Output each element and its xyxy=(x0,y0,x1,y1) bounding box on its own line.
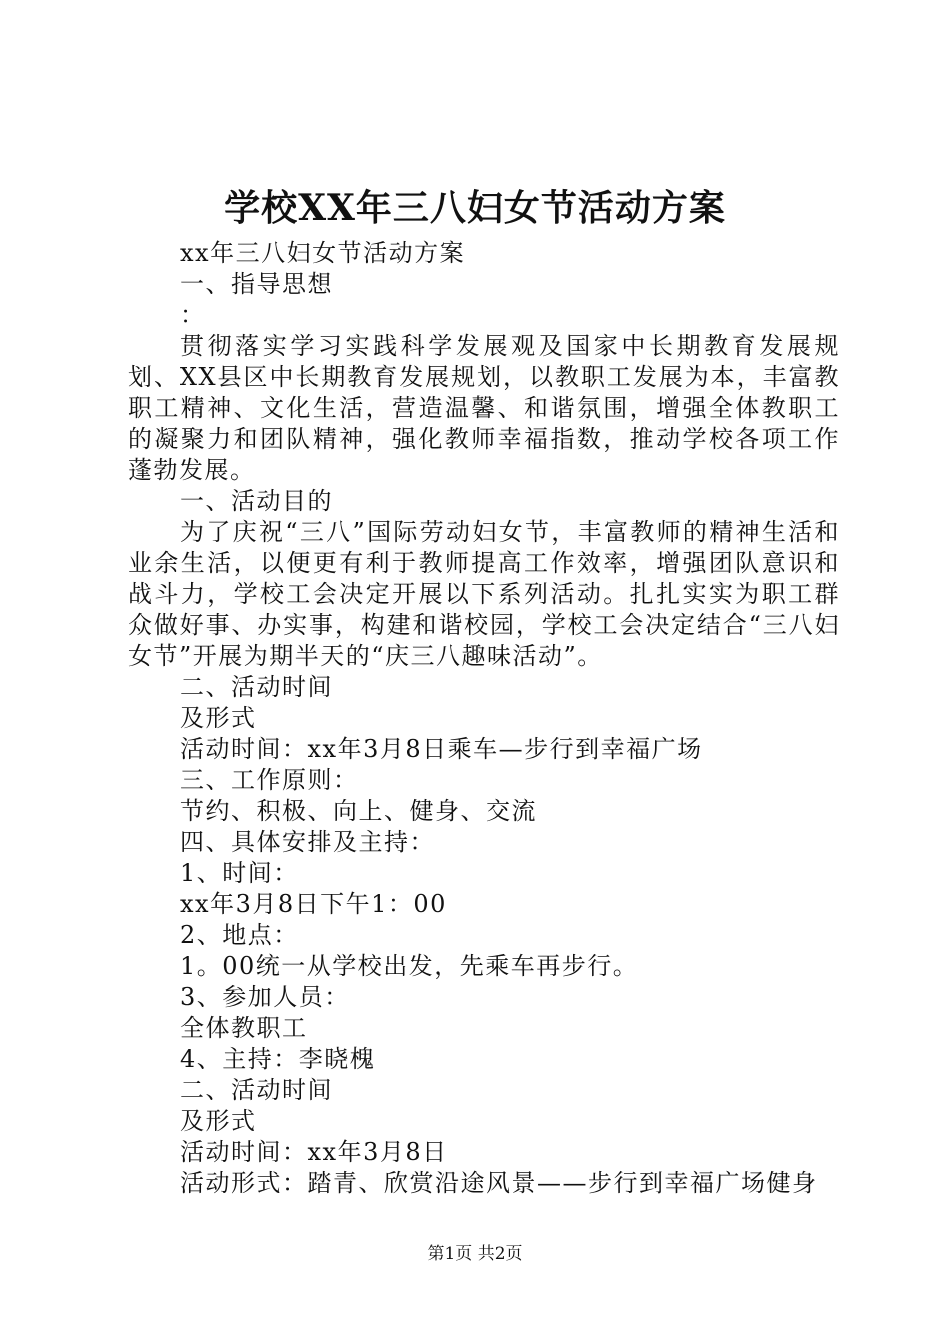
body-line: 活动时间：xx年3月8日 xyxy=(180,1138,448,1166)
body-line: xx年3月8日下午1：00 xyxy=(180,890,447,918)
body-line: 活动时间：xx年3月8日乘车—步行到幸福广场 xyxy=(180,735,703,763)
document-title: 学校XX年三八妇女节活动方案 xyxy=(224,187,726,229)
body-line: 二、活动时间 xyxy=(180,673,333,701)
page-footer: 第1页 共2页 xyxy=(427,1244,523,1264)
body-line: 活动形式：踏青、欣赏沿途风景——步行到幸福广场健身 xyxy=(180,1169,818,1197)
body-line: 及形式 xyxy=(180,704,257,732)
body-line: 4、主持：李晓槐 xyxy=(180,1045,376,1073)
body-line: 3、参加人员： xyxy=(180,983,350,1011)
body-line: 1、时间： xyxy=(180,859,299,887)
body-line: 二、活动时间 xyxy=(180,1076,333,1104)
body-paragraph: 为了庆祝“三八”国际劳动妇女节，丰富教师的精神生活和业余生活，以便更有利于教师提高工作效率，增强团队意识和战斗力，学校工会决定开展以下系列活动。扎扎实实为职工群众做好事、办实事，构建和谐校园，学校工会决定结合“三八妇女节”开展为期半天的“庆三八趣味活动”。 xyxy=(128,518,840,670)
body-line: 一、指导思想 xyxy=(180,270,333,298)
body-line: xx年三八妇女节活动方案 xyxy=(180,239,466,267)
body-line: 2、地点： xyxy=(180,921,299,949)
body-line: 三、工作原则： xyxy=(180,766,359,794)
body-line: 全体教职工 xyxy=(180,1014,308,1042)
body-line: 及形式 xyxy=(180,1107,257,1135)
body-paragraph: 贯彻落实学习实践科学发展观及国家中长期教育发展规划、XX县区中长期教育发展规划，以教职工发展为本，丰富教职工精神、文化生活，营造温馨、和谐氛围，增强全体教职工的凝聚力和团队精神，强化教师幸福指数，推动学校各项工作蓬勃发展。 xyxy=(128,332,840,484)
body-line: ： xyxy=(180,301,206,329)
body-line: 一、活动目的 xyxy=(180,487,333,515)
body-line: 四、具体安排及主持： xyxy=(180,828,435,856)
body-line: 1。00统一从学校出发，先乘车再步行。 xyxy=(180,952,639,980)
document-body xyxy=(128,238,840,1199)
body-line: 节约、积极、向上、健身、交流 xyxy=(180,797,537,825)
